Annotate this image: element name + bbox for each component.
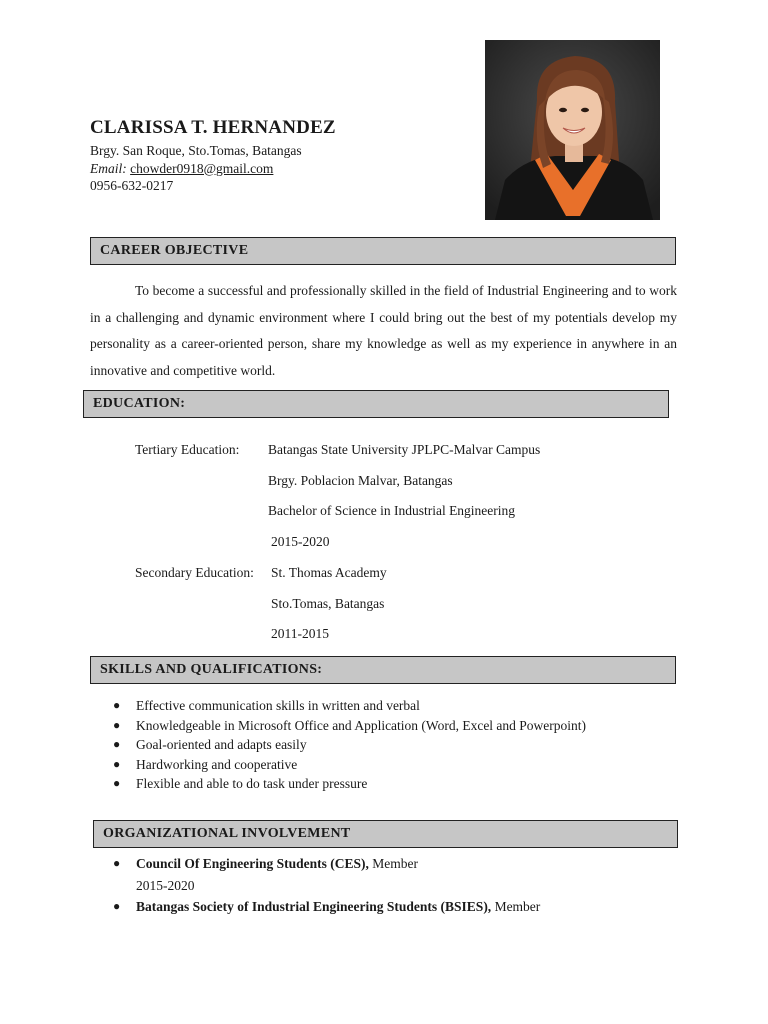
bullet-icon: ● [113, 717, 121, 732]
bullet-icon: ● [113, 899, 121, 913]
organizations-header: ORGANIZATIONAL INVOLVEMENT [93, 820, 678, 848]
organization-item [110, 896, 540, 918]
secondary-label: Secondary Education: [135, 565, 254, 580]
bullet-icon: ● [113, 737, 121, 751]
organization-role: Member [368, 856, 419, 871]
skills-list [110, 696, 586, 794]
tertiary-years: 2015-2020 [271, 534, 330, 549]
organization-role: Member [491, 899, 541, 914]
skill-item: ● Effective communication skills in written and verbal [110, 696, 586, 716]
address: Brgy. San Roque, Sto.Tomas, Batangas [90, 143, 302, 158]
organization-name: Batangas Society of Industrial Engineering Students (BSIES), [136, 899, 492, 914]
bullet-icon: ● [113, 698, 121, 712]
tertiary-course: Bachelor of Science in Industrial Engineering [268, 503, 516, 518]
career-objective-header: CAREER OBJECTIVE [90, 237, 676, 265]
email-line [90, 160, 302, 178]
skills-header: SKILLS AND QUALIFICATIONS: [90, 656, 676, 684]
contact-block [90, 142, 302, 195]
email-link[interactable]: chowder0918@gmail.com [130, 160, 274, 176]
profile-photo [485, 40, 660, 220]
organization-item [110, 853, 540, 896]
tertiary-label: Tertiary Education: [135, 442, 240, 457]
secondary-school: St. Thomas Academy [271, 565, 387, 580]
applicant-name: CLARISSA T. HERNANDEZ [90, 117, 336, 138]
bullet-icon: ● [113, 856, 121, 870]
skill-item: ● Knowledgeable in Microsoft Office and Application (Word, Excel and Powerpoint) [110, 716, 586, 736]
tertiary-school: Batangas State University JPLPC-Malvar Campus [268, 442, 541, 457]
skill-item: ● Goal-oriented and adapts easily [110, 735, 586, 755]
secondary-years: 2011-2015 [271, 626, 329, 641]
education-header: EDUCATION: [83, 390, 669, 418]
organization-period: 2015-2020 [136, 877, 195, 893]
skill-item: ● Hardworking and cooperative [110, 755, 586, 775]
bullet-icon: ● [113, 756, 121, 771]
organization-name: Council Of Engineering Students (CES), [136, 856, 369, 871]
email-label: Email: [90, 160, 127, 176]
skill-item: ● Flexible and able to do task under pressure [110, 774, 586, 794]
bullet-icon: ● [113, 776, 121, 790]
tertiary-address: Brgy. Poblacion Malvar, Batangas [268, 473, 453, 488]
phone-number: 0956-632-0217 [90, 178, 174, 193]
career-objective-text: To become a successful and professionally skilled in the field of Industrial Engineering and to work in a challenging and dynamic environment where I could bring out the best of my potentials develop my personality as a career-oriented person, share my knowledge as well as my experience in anywhere in an innovative and competitive world. [90, 283, 677, 378]
secondary-address: Sto.Tomas, Batangas [271, 596, 385, 611]
organizations-list [110, 853, 540, 918]
